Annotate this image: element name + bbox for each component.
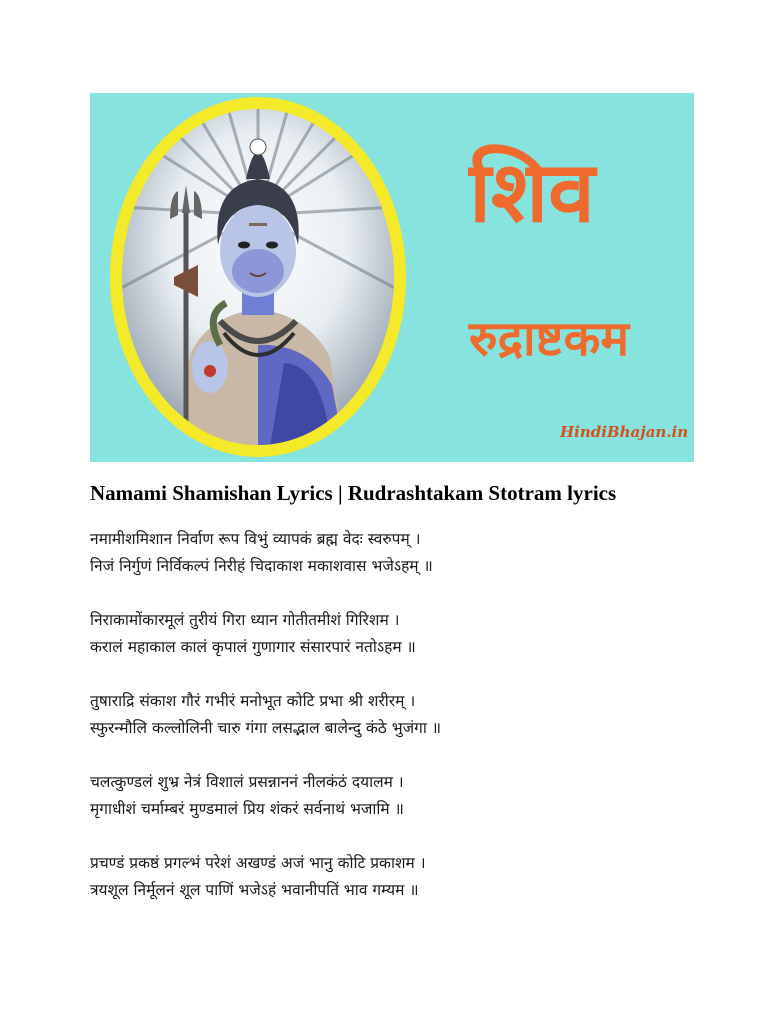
verse-3 [90,688,730,742]
verses-container [90,526,730,931]
verse-line: तुषाराद्रि संकाश गौरं गभीरं मनोभूत कोटि प्रभा श्री शरीरम् । [90,692,416,710]
banner-title-shiva: शिव [469,143,595,241]
verse-5 [90,850,730,904]
verse-line: नमामीशमिशान निर्वाण रूप विभुं व्यापकं ब्रह्म वेदः स्वरुपम् । [90,530,421,548]
banner-watermark: HindiBhajan.in [560,423,689,441]
verse-2 [90,607,730,661]
page-title: Namami Shamishan Lyrics | Rudrashtakam Stotram lyrics [90,481,617,505]
verse-line: प्रचण्डं प्रकष्ठं प्रगल्भं परेशं अखण्डं अजं भानु कोटि प्रकाशम । [90,854,426,872]
verse-line: करालं महाकाल कालं कृपालं गुणागार संसारपारं नतोऽहम ॥ [90,638,416,656]
verse-line: निराकामोंकारमूलं तुरीयं गिरा ध्यान गोतीतमीशं गिरिशम । [90,611,400,629]
verse-line: चलत्कुण्डलं शुभ्र नेत्रं विशालं प्रसन्नाननं नीलकंठं दयालम । [90,773,404,791]
verse-line: निजं निर्गुणं निर्विकल्पं निरीहं चिदाकाश मकाशवास भजेऽहम् ॥ [90,557,433,575]
verse-4 [90,769,730,823]
verse-1 [90,526,730,580]
verse-line: मृगाधीशं चर्माम्बरं मुण्डमालं प्रिय शंकरं सर्वनाथं भजामि ॥ [90,800,404,818]
shiva-medallion-image [108,95,408,459]
banner-title-rudrashtakam: रुद्राष्टकम [468,311,630,367]
verse-line: त्रयशूल निर्मूलनं शूल पाणिं भजेऽहं भवानीपतिं भाव गम्यम ॥ [90,881,419,899]
verse-line: स्फुरन्मौलि कल्लोलिनी चारु गंगा लसद्भाल बालेन्दु कंठे भुजंगा ॥ [90,719,442,737]
banner-image [90,93,694,462]
